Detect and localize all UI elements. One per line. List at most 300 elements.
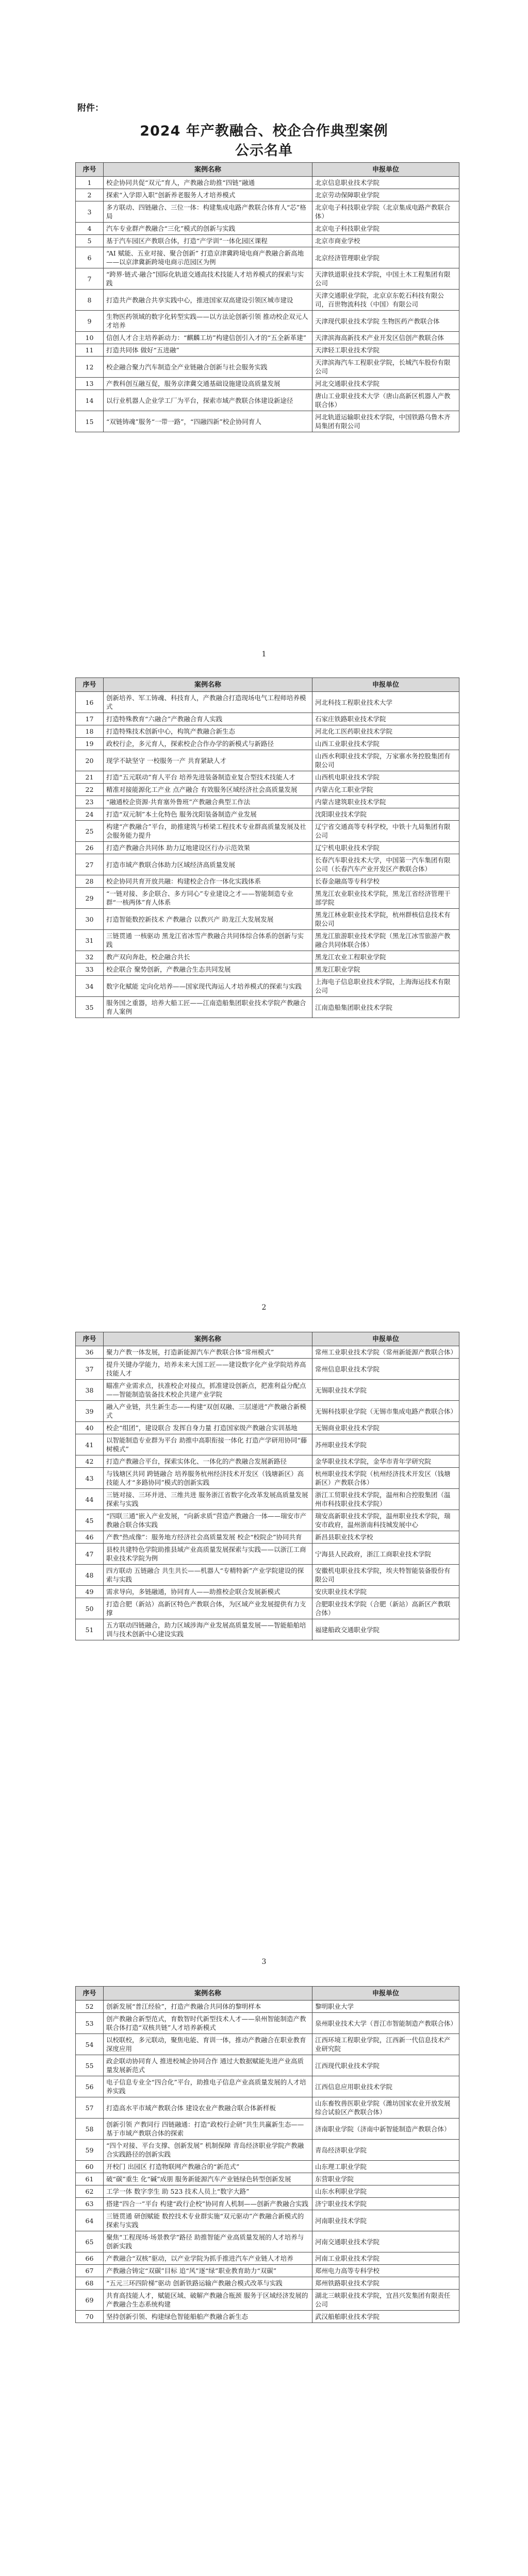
applicant-unit: 石家庄铁路职业技术学院 bbox=[312, 713, 459, 725]
table-row bbox=[76, 2265, 459, 2277]
applicant-unit: 北京电子科技职业学院（北京集成电路产教联合体） bbox=[312, 201, 459, 223]
row-number: 62 bbox=[76, 2185, 104, 2198]
table-row bbox=[76, 963, 459, 976]
table-row bbox=[76, 1489, 459, 1510]
applicant-unit: 北京信息职业技术学院 bbox=[312, 177, 459, 189]
applicant-unit: 苏州职业技术学院 bbox=[312, 1434, 459, 1455]
case-name: 创新发展“普江经验”，打造产教融合共同体的黎明样本 bbox=[104, 2001, 312, 2013]
col-header-no: 序号 bbox=[76, 1987, 104, 2001]
table-row bbox=[76, 1380, 459, 1401]
page-number: 1 bbox=[261, 650, 267, 658]
applicant-unit: 天津交通职业学院，北京京东乾石科技有限公司，百世物流科技（中国）有限公司 bbox=[312, 290, 459, 311]
row-number: 54 bbox=[76, 2034, 104, 2055]
case-name: 数字化赋能 定向化培养——国家现代海运人才培养模式的探索与实践 bbox=[104, 976, 312, 997]
row-number: 41 bbox=[76, 1434, 104, 1455]
case-name: 破“碳”重生 化“碱”成朋 服务新能源汽车产业链绿色转型创新发展 bbox=[104, 2173, 312, 2185]
applicant-unit: 武汉船舶职业技术学院 bbox=[312, 2311, 459, 2323]
table-row bbox=[76, 909, 459, 930]
table-row bbox=[76, 390, 459, 411]
table-row bbox=[76, 2055, 459, 2076]
table-row bbox=[76, 796, 459, 808]
row-number: 26 bbox=[76, 842, 104, 854]
applicant-unit: 郑州铁路职业技术学院 bbox=[312, 2277, 459, 2290]
row-number: 67 bbox=[76, 2265, 104, 2277]
case-table bbox=[75, 1986, 459, 2323]
applicant-unit: 河南工业职业技术学院 bbox=[312, 2252, 459, 2265]
case-name: 多方联动、四链融合、三位一体：构建集成电路产教联合体育人“芯”格局 bbox=[104, 201, 312, 223]
applicant-unit: 辽宁省交通高等专科学校，中铁十九局集团有限公司 bbox=[312, 821, 459, 842]
applicant-unit: 济南职业学院（济南中新智能制造产教联合体） bbox=[312, 2119, 459, 2140]
table-part-4 bbox=[75, 1986, 459, 2323]
table-row bbox=[76, 2140, 459, 2161]
page-2 bbox=[0, 665, 528, 1319]
row-number: 61 bbox=[76, 2173, 104, 2185]
page-3 bbox=[0, 1319, 528, 1973]
col-header-unit: 申报单位 bbox=[312, 1332, 459, 1346]
table-row bbox=[76, 1619, 459, 1640]
case-name: “四联三通”嵌入产业发展，“向新求质”营造产教融合一体——瑞安市产教融合联合体实践 bbox=[104, 1510, 312, 1531]
attachment-label: 附件： bbox=[77, 103, 104, 113]
page-1 bbox=[0, 0, 528, 665]
applicant-unit: 黑龙江农业职业技术学院，黑龙江省经济管理干部学院 bbox=[312, 888, 459, 909]
applicant-unit: 河北交通职业技术学院 bbox=[312, 378, 459, 390]
case-name: 构建“产教融合”平台，助推建筑与桥梁工程技术专业群高质量发展及社会服务能力提升 bbox=[104, 821, 312, 842]
table-row bbox=[76, 1401, 459, 1422]
case-name: 打造共产教融合共享实践中心，推进国家双高建设引领区城市建设 bbox=[104, 290, 312, 311]
row-number: 51 bbox=[76, 1619, 104, 1640]
applicant-unit: 黎明职业大学 bbox=[312, 2001, 459, 2013]
applicant-unit: 无锡科技职业学院（无锡市集成电路产教联合体） bbox=[312, 1401, 459, 1422]
case-name: 汽车专业群产教融合“三化”模式的创新与实践 bbox=[104, 223, 312, 235]
row-number: 10 bbox=[76, 332, 104, 344]
table-row bbox=[76, 2161, 459, 2173]
row-number: 22 bbox=[76, 784, 104, 796]
row-number: 59 bbox=[76, 2140, 104, 2161]
table-header-row bbox=[76, 163, 459, 177]
applicant-unit: 天津滨海高新技术产业开发区信创产教联合体 bbox=[312, 332, 459, 344]
applicant-unit: 东营职业学院 bbox=[312, 2173, 459, 2185]
applicant-unit: 北京市商业学校 bbox=[312, 235, 459, 247]
row-number: 25 bbox=[76, 821, 104, 842]
applicant-unit: 黑龙江旅游职业技术学院（黑龙江冰雪旅游产教融合共同体联合体） bbox=[312, 930, 459, 951]
applicant-unit: 江西环境工程职业学院，江西新一代信息技术产业研究院 bbox=[312, 2034, 459, 2055]
table-row bbox=[76, 808, 459, 821]
case-name: 产教“热成像”：服务地方经济社会高质量发展 校企“校院企”协同共育 bbox=[104, 1531, 312, 1544]
applicant-unit: 沈阳职业技术学院 bbox=[312, 808, 459, 821]
case-name: 三链贯通 一核驱动 黑龙江省冰雪产教融合共同体综合体系的创新与实践 bbox=[104, 930, 312, 951]
row-number: 53 bbox=[76, 2013, 104, 2034]
applicant-unit: 湖北三峡职业技术学院，宜昌兴发集团有限责任公司 bbox=[312, 2290, 459, 2311]
case-name: 三链贯通 研创赋能 数控技术专业群实施“双元驱动”产教融合新模式的探索与实践 bbox=[104, 2210, 312, 2231]
case-name: 需求导向，多链融通，协同育人——助推校企联合发展新模式 bbox=[104, 1586, 312, 1598]
row-number: 21 bbox=[76, 771, 104, 784]
applicant-unit: 安庆职业技术学院 bbox=[312, 1586, 459, 1598]
applicant-unit: 天津滨海汽车工程职业学院，长城汽车股份有限公司 bbox=[312, 357, 459, 378]
table-row bbox=[76, 1544, 459, 1565]
table-row bbox=[76, 951, 459, 963]
case-name: 教产双向奔赴，校企融合共长 bbox=[104, 951, 312, 963]
col-header-no: 序号 bbox=[76, 163, 104, 177]
table-row bbox=[76, 2173, 459, 2185]
case-name: 打造共同体 做好“五进融” bbox=[104, 344, 312, 357]
case-name: 打造智能数控新技术 产教融合 以教兴产 助龙江大发展发展 bbox=[104, 909, 312, 930]
table-row bbox=[76, 378, 459, 390]
applicant-unit: 河南职业技术学院 bbox=[312, 2210, 459, 2231]
case-name: “四个对接、平台支撑、创新发展” 机制保障 青岛经济职业学院产教融合实践路径的创新实践 bbox=[104, 2140, 312, 2161]
case-name: 打造特殊教育“六融合”产教融合育人实践 bbox=[104, 713, 312, 725]
applicant-unit: 内蒙古建筑职业技术学院 bbox=[312, 796, 459, 808]
row-number: 55 bbox=[76, 2055, 104, 2076]
table-row bbox=[76, 2119, 459, 2140]
case-name: 产教融合铸定“双碳”目标 追“风”逐“绿”职业教育助力“双碳” bbox=[104, 2265, 312, 2277]
table-row bbox=[76, 930, 459, 951]
table-row bbox=[76, 2034, 459, 2055]
col-header-unit: 申报单位 bbox=[312, 678, 459, 692]
applicant-unit: 江南造船集团职业技术学院 bbox=[312, 997, 459, 1018]
applicant-unit: 常州工业职业技术学院（常州新能源产教联合体） bbox=[312, 1346, 459, 1359]
case-name: 五方联动四链融合，助力区域涉海产业发展高质量发展——智能船舶培训与技术创新中心建设实践 bbox=[104, 1619, 312, 1640]
row-number: 9 bbox=[76, 311, 104, 332]
row-number: 30 bbox=[76, 909, 104, 930]
case-name: “五元三环四阶梯”驱动 创新铁路运输产教融合模式改革与实践 bbox=[104, 2277, 312, 2290]
table-row bbox=[76, 177, 459, 189]
case-name: 打造高水平市域产教联合体 建设农业产教融合联合体新样板 bbox=[104, 2097, 312, 2119]
table-header-row bbox=[76, 1987, 459, 2001]
table-row bbox=[76, 2252, 459, 2265]
row-number: 31 bbox=[76, 930, 104, 951]
applicant-unit: 北京电子科技职业学院 bbox=[312, 223, 459, 235]
applicant-unit: 河北轨道运输职业技术学院，中国铁路乌鲁木齐局集团有限公司 bbox=[312, 411, 459, 432]
applicant-unit: 山东畜牧兽医职业学院（潍坊国家农业开放发展综合试验区产教联合体） bbox=[312, 2097, 459, 2119]
table-row bbox=[76, 268, 459, 290]
table-row bbox=[76, 2290, 459, 2311]
case-name: 探索“入学即入职”创新养老服务人才培养模式 bbox=[104, 189, 312, 201]
table-row bbox=[76, 888, 459, 909]
row-number: 47 bbox=[76, 1544, 104, 1565]
applicant-unit: 泉州职业技术大学（晋江市智能制造产教联合体） bbox=[312, 2013, 459, 2034]
row-number: 23 bbox=[76, 796, 104, 808]
case-name: 产教科创互融互促，服务京津冀交通基础设施建设高质量发展 bbox=[104, 378, 312, 390]
table-row bbox=[76, 2311, 459, 2323]
applicant-unit: 黑龙江农业工程职业学院 bbox=[312, 951, 459, 963]
col-header-unit: 申报单位 bbox=[312, 1987, 459, 2001]
table-row bbox=[76, 189, 459, 201]
table-row bbox=[76, 1434, 459, 1455]
table-row bbox=[76, 1359, 459, 1380]
row-number: 16 bbox=[76, 692, 104, 713]
applicant-unit: 杭州职业技术学院（杭州经济技术开发区（钱塘新区）产教联合体） bbox=[312, 1468, 459, 1489]
row-number: 12 bbox=[76, 357, 104, 378]
applicant-unit: 瑞安高新职业技术学院，温州职业技术学院，瑞安市政府，温州浙南科技城发展中心 bbox=[312, 1510, 459, 1531]
case-name: 融入产业链，共生新生态——构建“双创双融、三层递进”产教融合新模式 bbox=[104, 1401, 312, 1422]
table-row bbox=[76, 976, 459, 997]
table-part-2 bbox=[75, 677, 459, 1018]
row-number: 4 bbox=[76, 223, 104, 235]
applicant-unit: 浙江工贸职业技术学院，温州和合控股集团（温州市科技职业技术学院） bbox=[312, 1489, 459, 1510]
applicant-unit: 无锡职业技术学院 bbox=[312, 1380, 459, 1401]
table-row bbox=[76, 311, 459, 332]
page-title: 2024 年产教融合、校企合作典型案例 bbox=[140, 123, 388, 139]
table-row bbox=[76, 821, 459, 842]
applicant-unit: 上海电子信息职业技术学院，上海海运技术有限公司 bbox=[312, 976, 459, 997]
row-number: 34 bbox=[76, 976, 104, 997]
table-row bbox=[76, 725, 459, 738]
row-number: 57 bbox=[76, 2097, 104, 2119]
col-header-name: 案例名称 bbox=[104, 1332, 312, 1346]
page-number: 3 bbox=[261, 1958, 267, 1966]
case-name: 创产教融合新型范式，育数智时代新型技术人才——泉州智能制造产教联合体打造“双核共链”人才培养新模式 bbox=[104, 2013, 312, 2034]
case-name: 电子信息专业全“四合化”平台，助推电子信息产业高质量发展的人才培养实践 bbox=[104, 2076, 312, 2097]
row-number: 66 bbox=[76, 2252, 104, 2265]
table-row bbox=[76, 1598, 459, 1619]
table-row bbox=[76, 1346, 459, 1359]
case-name: 四方联动 五链融合 共生共长——机器人“专精特新”产业学院建设的探索与实践 bbox=[104, 1565, 312, 1586]
row-number: 60 bbox=[76, 2161, 104, 2173]
row-number: 8 bbox=[76, 290, 104, 311]
case-name: 提升关键办学能力，培养未来大国工匠——建设数字化产业学院培养高技能人才 bbox=[104, 1359, 312, 1380]
row-number: 6 bbox=[76, 247, 104, 268]
row-number: 29 bbox=[76, 888, 104, 909]
case-name: 产教融合“双核”驱动，以产业学院为抓手推进汽车产业链人才培养 bbox=[104, 2252, 312, 2265]
applicant-unit: 唐山工业职业技术大学（唐山高新区机器人产教联合体） bbox=[312, 390, 459, 411]
case-name: 打造特殊技术创新中心，构筑产教融合新生态 bbox=[104, 725, 312, 738]
table-row bbox=[76, 2013, 459, 2034]
col-header-no: 序号 bbox=[76, 678, 104, 692]
applicant-unit: 长春汽车职业技术大学，中国第一汽车集团有限公司（长春汽车产业开发区产教联合体） bbox=[312, 854, 459, 875]
case-name: 校企融合聚力汽车制造全产业链融合创新与社会服务实践 bbox=[104, 357, 312, 378]
table-row bbox=[76, 771, 459, 784]
case-name: 校企“组团”，建设联合 发挥自身力量 打造国家级产教融合实训基地 bbox=[104, 1422, 312, 1434]
table-row bbox=[76, 223, 459, 235]
page-number: 2 bbox=[261, 1303, 267, 1312]
case-name: 以校联校，多元联动，聚焦电能、育训一体，推动产教融合在职业教育深度应用 bbox=[104, 2034, 312, 2055]
case-name: 打造市域产教联合体助力区域经济高质量发展 bbox=[104, 854, 312, 875]
row-number: 27 bbox=[76, 854, 104, 875]
table-row bbox=[76, 875, 459, 888]
row-number: 42 bbox=[76, 1455, 104, 1468]
case-table bbox=[75, 677, 459, 1018]
case-name: 以智能制造专业群为平台 助推中高职衔接一体化 打造产学研用协同“藤树模式” bbox=[104, 1434, 312, 1455]
row-number: 40 bbox=[76, 1422, 104, 1434]
row-number: 63 bbox=[76, 2198, 104, 2210]
case-name: 三链对接、三环并进、三维共进 服务浙江省数字化改革发展高质量发展探索与实践 bbox=[104, 1489, 312, 1510]
case-name: “双链铸魂”服务“一带一路”，“四融四新”校企协同育人 bbox=[104, 411, 312, 432]
col-header-no: 序号 bbox=[76, 1332, 104, 1346]
table-row bbox=[76, 1422, 459, 1434]
table-row bbox=[76, 784, 459, 796]
row-number: 52 bbox=[76, 2001, 104, 2013]
row-number: 68 bbox=[76, 2277, 104, 2290]
table-row bbox=[76, 738, 459, 750]
case-name: “一链对接、多企联合、多方同心”专业建设之才——智能制造专业群“一核两体”育人体系 bbox=[104, 888, 312, 909]
applicant-unit: 黑龙江林业职业技术学院，杭州群核信息技术有限公司 bbox=[312, 909, 459, 930]
case-name: 与钱塘区共同 跨链融合 培养服务杭州经济技术开发区（钱塘新区）高技能人才“多路协同”模式的创新实践 bbox=[104, 1468, 312, 1489]
row-number: 70 bbox=[76, 2311, 104, 2323]
case-name: 精准对接能源化工产业 点产融合 有效服务区域经济社会高质量发展 bbox=[104, 784, 312, 796]
row-number: 14 bbox=[76, 390, 104, 411]
row-number: 44 bbox=[76, 1489, 104, 1510]
applicant-unit: 北京劳动保障职业学院 bbox=[312, 189, 459, 201]
applicant-unit: 天津现代职业技术学院 生物医药产教联合体 bbox=[312, 311, 459, 332]
case-name: 瞄准产业需求点，扶准校企对接点，抓准建设创新点，把准利益分配点——智能制造装备技术校企共建产业学院 bbox=[104, 1380, 312, 1401]
table-row bbox=[76, 713, 459, 725]
applicant-unit: 山东理工职业学院 bbox=[312, 2161, 459, 2173]
table-row bbox=[76, 411, 459, 432]
case-name: 以行业机器人企业学工厂为平台，探索市域产教联合体建设新途径 bbox=[104, 390, 312, 411]
applicant-unit: 辽宁机电职业技术学院 bbox=[312, 842, 459, 854]
table-row bbox=[76, 1455, 459, 1468]
case-name: 服务国之重器，培养大船工匠——江南造船集团职业技术学院产教融合育人案例 bbox=[104, 997, 312, 1018]
case-name: 聚焦“工程现场·场景教学”路径 助推智能产业高质量发展的人才培养与创新实践 bbox=[104, 2231, 312, 2252]
row-number: 56 bbox=[76, 2076, 104, 2097]
applicant-unit: 内蒙古化工职业学院 bbox=[312, 784, 459, 796]
table-part-3 bbox=[75, 1332, 459, 1640]
col-header-unit: 申报单位 bbox=[312, 163, 459, 177]
applicant-unit: 黑龙江职业学院 bbox=[312, 963, 459, 976]
row-number: 46 bbox=[76, 1531, 104, 1544]
case-name: 打造产教融合共同体 助力辽地建设区行办示范效果 bbox=[104, 842, 312, 854]
case-name: 开校门 出园区 打造物联网产教融合的“新范式” bbox=[104, 2161, 312, 2173]
case-name: 打造产教融合平台，探索实体化、一体化的产教融合发展新路径 bbox=[104, 1455, 312, 1468]
applicant-unit: 北京经济管理职业学院 bbox=[312, 247, 459, 268]
applicant-unit: 山西水利职业技术学院，万家寨水务控股集团有限公司 bbox=[312, 750, 459, 771]
row-number: 19 bbox=[76, 738, 104, 750]
table-row bbox=[76, 2076, 459, 2097]
case-name: “AI 赋能、五业对接、聚合创新” 打造京津冀跨境电商产教融合新高地——以京津冀新跨境电商示范园区为例 bbox=[104, 247, 312, 268]
table-header-row bbox=[76, 678, 459, 692]
table-row bbox=[76, 201, 459, 223]
page-subtitle: 公示名单 bbox=[235, 143, 293, 159]
applicant-unit: 宁海县人民政府，浙江工商职业技术学院 bbox=[312, 1544, 459, 1565]
applicant-unit: 天津铁道职业技术学院，中国土木工程集团有限公司 bbox=[312, 268, 459, 290]
row-number: 64 bbox=[76, 2210, 104, 2231]
table-row bbox=[76, 2198, 459, 2210]
applicant-unit: 安徽机电职业技术学院，埃夫特智能装备股份有限公司 bbox=[312, 1565, 459, 1586]
case-name: 县校共建特色学院助推县域产业高质量发展探索与实践——以浙江工商职业技术学院为例 bbox=[104, 1544, 312, 1565]
case-name: 校企协同共育开放共融：构建校企合作一体化实践体系 bbox=[104, 875, 312, 888]
row-number: 32 bbox=[76, 951, 104, 963]
col-header-name: 案例名称 bbox=[104, 163, 312, 177]
row-number: 1 bbox=[76, 177, 104, 189]
table-row bbox=[76, 2097, 459, 2119]
row-number: 39 bbox=[76, 1401, 104, 1422]
row-number: 33 bbox=[76, 963, 104, 976]
table-row bbox=[76, 357, 459, 378]
applicant-unit: 合肥职业技术学院（合肥（新站）高新区产教联合体） bbox=[312, 1598, 459, 1619]
applicant-unit: 江西信息应用职业技术学院 bbox=[312, 2076, 459, 2097]
table-row bbox=[76, 842, 459, 854]
row-number: 7 bbox=[76, 268, 104, 290]
col-header-name: 案例名称 bbox=[104, 678, 312, 692]
row-number: 20 bbox=[76, 750, 104, 771]
table-row bbox=[76, 2231, 459, 2252]
table-row bbox=[76, 692, 459, 713]
case-name: 搭建“四合一”平台 构建“政行企校”协同育人机制——创新产教融合实践 bbox=[104, 2198, 312, 2210]
case-name: 生物医药领域的数字化转型实践——以方法论创新引领 推动校企双元人才培养 bbox=[104, 311, 312, 332]
applicant-unit: 河北化工医药职业技术学院 bbox=[312, 725, 459, 738]
applicant-unit: 金华职业技术学院，金华市青年学研究院 bbox=[312, 1455, 459, 1468]
case-name: “跨界·链式·融合”国际化轨道交通高技术技能人才培养模式的探索与实践 bbox=[104, 268, 312, 290]
case-table bbox=[75, 1332, 459, 1640]
applicant-unit: 新昌县职业技术学校 bbox=[312, 1531, 459, 1544]
row-number: 36 bbox=[76, 1346, 104, 1359]
table-row bbox=[76, 1586, 459, 1598]
row-number: 2 bbox=[76, 189, 104, 201]
table-row bbox=[76, 247, 459, 268]
table-row bbox=[76, 750, 459, 771]
row-number: 37 bbox=[76, 1359, 104, 1380]
case-name: 打造“双元制”本土化特色 服务沈阳装备制造产业发展 bbox=[104, 808, 312, 821]
applicant-unit: 山西机电职业技术学院 bbox=[312, 771, 459, 784]
row-number: 13 bbox=[76, 378, 104, 390]
row-number: 11 bbox=[76, 344, 104, 357]
case-name: 聚力产教一体发展，打造新能源汽车产教联合体“常州模式” bbox=[104, 1346, 312, 1359]
table-row bbox=[76, 2277, 459, 2290]
applicant-unit: 河北科技工程职业技术大学 bbox=[312, 692, 459, 713]
case-name: 政企联动协同育人 推进校城企协同合作 通过大数据赋能先进产业高质量发展新范式 bbox=[104, 2055, 312, 2076]
case-name: 基于汽车园区产教联合体，打造“产学训”一体化园区课程 bbox=[104, 235, 312, 247]
case-name: 创新培养、军工铸魂、科技育人，产教融合打造现场电气工程师培养模式 bbox=[104, 692, 312, 713]
case-name: 校企协同共促“双元”育人，产教融合助推“四链”融通 bbox=[104, 177, 312, 189]
page-4 bbox=[0, 1973, 528, 2576]
row-number: 28 bbox=[76, 875, 104, 888]
row-number: 49 bbox=[76, 1586, 104, 1598]
table-row bbox=[76, 2210, 459, 2231]
table-row bbox=[76, 1531, 459, 1544]
row-number: 45 bbox=[76, 1510, 104, 1531]
row-number: 17 bbox=[76, 713, 104, 725]
table-row bbox=[76, 332, 459, 344]
table-row bbox=[76, 1565, 459, 1586]
case-name: 信创人才合主培养新动力：“麒麟工坊”构建信创引入才的“五全新革建” bbox=[104, 332, 312, 344]
row-number: 35 bbox=[76, 997, 104, 1018]
applicant-unit: 常州信息职业技术学院 bbox=[312, 1359, 459, 1380]
case-name: 政校行企，多元育人，探索校企合作办学的新模式与新路径 bbox=[104, 738, 312, 750]
row-number: 65 bbox=[76, 2231, 104, 2252]
case-name: 打造“五元联动”育人平台 培养先进装备制造业复合型技术技能人才 bbox=[104, 771, 312, 784]
table-row bbox=[76, 1510, 459, 1531]
row-number: 43 bbox=[76, 1468, 104, 1489]
row-number: 24 bbox=[76, 808, 104, 821]
row-number: 18 bbox=[76, 725, 104, 738]
case-name: 坚持创新引领、构建绿色智能船舶产教融合新生态 bbox=[104, 2311, 312, 2323]
applicant-unit: 山东水利职业学院 bbox=[312, 2185, 459, 2198]
row-number: 48 bbox=[76, 1565, 104, 1586]
applicant-unit: 河南交通职业技术学院 bbox=[312, 2231, 459, 2252]
case-name: 创新引领 产教同行 四链融通：打造“政校行企研”共生共赢新生态——基于市域产教联合体的探索 bbox=[104, 2119, 312, 2140]
table-header-row bbox=[76, 1332, 459, 1346]
table-row bbox=[76, 235, 459, 247]
table-row bbox=[76, 854, 459, 875]
table-row bbox=[76, 2185, 459, 2198]
applicant-unit: 山西工业职业技术学院 bbox=[312, 738, 459, 750]
table-row bbox=[76, 290, 459, 311]
row-number: 69 bbox=[76, 2290, 104, 2311]
applicant-unit: 天津轻工职业技术学院 bbox=[312, 344, 459, 357]
table-row bbox=[76, 344, 459, 357]
case-name: “融通校企资源·共育塞外鲁班”产教融合典型工作法 bbox=[104, 796, 312, 808]
applicant-unit: 长春金融高等专科学校 bbox=[312, 875, 459, 888]
table-row bbox=[76, 2001, 459, 2013]
applicant-unit: 福建船政交通职业学院 bbox=[312, 1619, 459, 1640]
case-name: 校企联合 聚势创新，产教融合生态共同发展 bbox=[104, 963, 312, 976]
col-header-name: 案例名称 bbox=[104, 1987, 312, 2001]
case-name: 打造合肥（新站）高新区特色产教联合体，为区域产业发展提供有力支撑 bbox=[104, 1598, 312, 1619]
applicant-unit: 郑州电力高等专科学校 bbox=[312, 2265, 459, 2277]
row-number: 15 bbox=[76, 411, 104, 432]
case-name: 工学一体 数字孪生 助 523 技术人员上“数字大路” bbox=[104, 2185, 312, 2198]
case-table bbox=[75, 162, 459, 432]
